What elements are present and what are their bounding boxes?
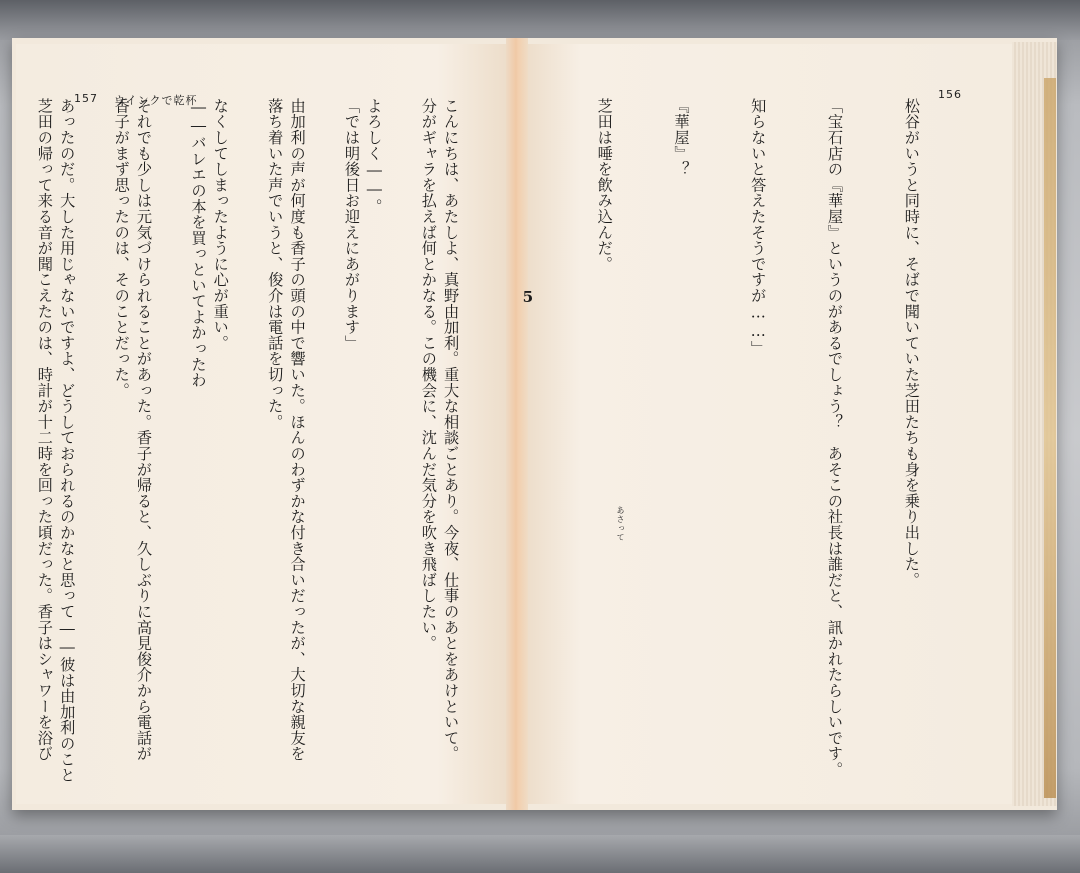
- page-edge-tint: [1044, 78, 1056, 798]
- text-column: 知らないと答えたそうですが……」: [749, 98, 768, 357]
- scanner-bottom-edge: [0, 835, 1080, 873]
- text-column: 芝田の帰って来る音が聞こえたのは、時計が十二時を回った頃だった。香子はシャワーを浴び: [35, 98, 54, 762]
- left-page-number: 157: [74, 92, 98, 105]
- text-column: 由加利の声が何度も香子の頭の中で響いた。ほんのわずかな付き合いだったが、大切な親友を: [288, 98, 307, 762]
- ruby-annotation: あさって: [616, 506, 625, 542]
- text-column: なくしてしまったように心が重い。: [211, 98, 230, 351]
- text-column: 『華屋』？: [672, 98, 691, 177]
- text-column: 芝田は唾を飲み込んだ。: [595, 98, 614, 272]
- left-running-title: ウインクで乾杯: [114, 94, 198, 107]
- right-page-number: 156: [938, 88, 962, 101]
- text-column: 松谷がいうと同時に、そばで聞いていた芝田たちも身を乗り出した。: [902, 98, 921, 588]
- scanner-top-edge: [0, 0, 1080, 40]
- text-column: 香子がまず思ったのは、そのことだった。: [112, 98, 131, 399]
- text-column: あったのだ。大した用じゃないですよ、どうしておられるのかなと思って――彼は由加利のこと: [58, 98, 77, 783]
- text-column: 分がギャラを払えば何とかなる。この機会に、沈んだ気分を吹き飛ばしたい。: [419, 98, 438, 651]
- text-column: 「では明後日お迎えにあがります」: [343, 98, 362, 351]
- text-column: よろしく――。: [365, 98, 384, 215]
- text-column: ――バレエの本を買っといてよかったわ: [189, 98, 208, 388]
- text-column: それでも少しは元気づけられることがあった。香子が帰ると、久しぶりに高見俊介から電話が: [135, 98, 153, 762]
- text-column: [0, 98, 2, 758]
- text-column: 「宝石店の『華屋』というのがあるでしょう？ あそこの社長は誰だと、訊かれたらしいです。: [826, 98, 845, 778]
- text-column: こんにちは、あたしよ、真野由加利。重大な相談ごとあり。今夜、仕事のあとをあけといて。: [442, 98, 461, 762]
- text-column: 落ち着いた声でいうと、俊介は電話を切った。: [266, 98, 285, 430]
- section-number: 5: [518, 288, 537, 307]
